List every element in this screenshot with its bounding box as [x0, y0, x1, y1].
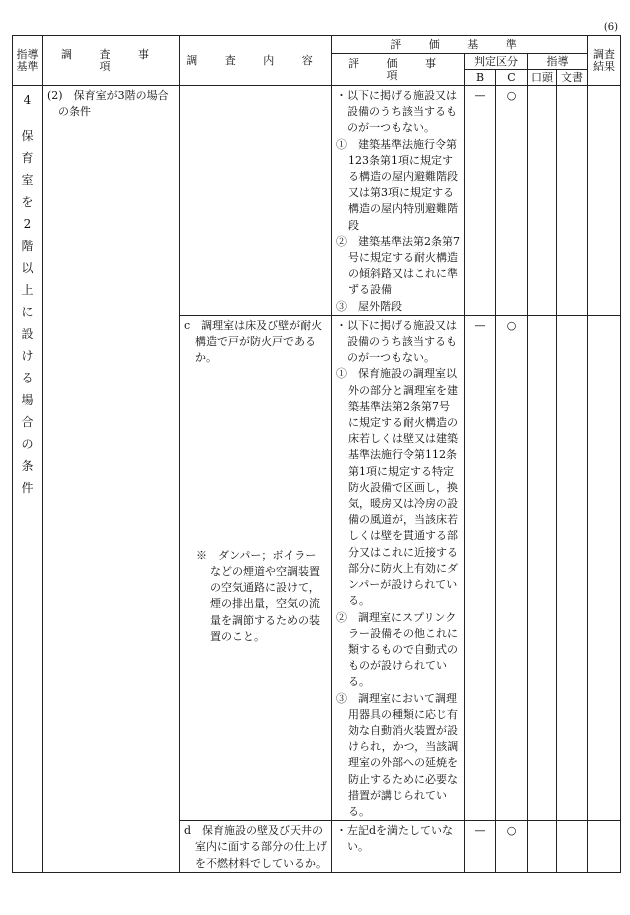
standard-number: 4 [23, 93, 32, 107]
judgment-c-1: ○ [496, 86, 528, 316]
eval-numbered-item: ② 建築基準法第2条第7号に規定する耐火構造の傾斜路又はこれに準ずる設備 [336, 234, 460, 297]
inspection-table [12, 35, 620, 870]
note-damper: ※ ダンパー；ボイラーなどの煙道や空調装置の空気通路に設けて，煙の排出量，空気の流量を調節するための装置のこと。 [196, 548, 320, 643]
header-standard: 指導基準 [13, 36, 43, 86]
standard-title-char: 場 [21, 393, 34, 407]
guidance-oral-3 [528, 821, 557, 873]
standard-title-char: け [21, 349, 34, 363]
standard-cell [13, 86, 43, 873]
guidance-document-3 [557, 821, 588, 873]
content-cell-3 [180, 821, 332, 873]
eval-cell-2 [332, 315, 465, 820]
eval-numbered-item: ② 調理室にスプリンクラー設備その他これに類するもので自動式のものが設けられている。 [336, 610, 458, 689]
content-text-c: c 調理室は床及び壁が耐火構造で戸が防火戸であるか。 [184, 318, 323, 365]
judgment-b-3: — [465, 821, 496, 873]
header-result: 調査結果 [588, 36, 621, 86]
page-number: (6) [603, 22, 618, 33]
header-judgment: 判定区分 [465, 54, 528, 70]
header-eval-group: 評 価 基 準 [332, 36, 588, 54]
standard-title-char: の [21, 437, 34, 451]
eval-numbered-item: ① 建築基準法施行令第123条第1項に規定する構造の屋内避難階段又は第3項に規定する構造の屋内特別避難階段 [336, 137, 458, 232]
result-3 [588, 821, 621, 873]
item-text: (2) 保育室が3階の場合の条件 [47, 89, 169, 119]
header-oral: 口頭 [528, 70, 557, 86]
guidance-document-2 [557, 315, 588, 820]
eval-cell-1 [332, 86, 465, 316]
header-document: 文書 [557, 70, 588, 86]
guidance-oral-2 [528, 315, 557, 820]
header-eval-items: 評 価 事 項 [332, 54, 465, 86]
eval-numbered-item: ③ 調理室において調理用器具の種類に応じ有効な自動消火装置が設けられ，かつ，当該調理室の外部への延焼を防止するために必要な措置が講じられている。 [336, 691, 459, 818]
content-text-d: d 保育施設の壁及び天井の室内に面する部分の仕上げを不燃材料でしているか。 [184, 824, 327, 870]
result-2 [588, 315, 621, 820]
standard-title-char: 2 [23, 217, 32, 231]
content-cell-2 [180, 315, 332, 820]
standard-title-char: を [21, 195, 34, 209]
guidance-document-1 [557, 86, 588, 316]
header-item: 調 査 事 項 [43, 36, 180, 86]
eval-bullet: ・以下に掲げる施設又は設備のうち該当するものが一つもない。 [336, 89, 457, 135]
judgment-b-1: — [465, 86, 496, 316]
standard-title-char: 上 [21, 283, 34, 297]
eval-bullet: ・以下に掲げる施設又は設備のうち該当するものが一つもない。 [336, 318, 457, 365]
standard-title-char: 育 [21, 151, 34, 165]
standard-title-char: る [21, 371, 34, 385]
judgment-b-2: — [465, 315, 496, 820]
guidance-oral-1 [528, 86, 557, 316]
standard-title-char: 条 [21, 459, 34, 473]
judgment-c-2: ○ [496, 315, 528, 820]
standard-title-char: に [21, 305, 34, 319]
judgment-c-3: ○ [496, 821, 528, 873]
standard-title-char: 件 [21, 481, 34, 495]
standard-title-char: 設 [21, 327, 34, 341]
result-1 [588, 86, 621, 316]
header-guidance: 指導 [528, 54, 588, 70]
content-cell-1 [180, 86, 332, 316]
standard-title-char: 合 [21, 415, 34, 429]
standard-title-char: 以 [21, 261, 34, 275]
eval-cell-3 [332, 821, 465, 873]
eval-numbered-item: ① 保育施設の調理室以外の部分と調理室を建築基準法第2条第7号に規定する耐火構造の床若しくは壁又は建築基準法施行令第112条第1項に規定する特定防火設備で区画し，換気，暖房又は冷房の設備の風道が，当該床若しくは壁を貫通する部分又はこれに近接する部分に防火上有効にダンパーが設けられている。 [336, 367, 458, 608]
eval-numbered-item: ③ 屋外階段 [336, 299, 402, 313]
standard-title-char: 階 [21, 239, 34, 253]
header-b: B [465, 70, 496, 86]
standard-title-char: 保 [21, 129, 34, 143]
header-c: C [496, 70, 528, 86]
standard-title-char: 室 [21, 173, 34, 187]
header-content: 調 査 内 容 [180, 36, 332, 86]
item-cell [43, 86, 180, 873]
eval-bullet: ・左記dを満たしていない。 [336, 824, 454, 854]
